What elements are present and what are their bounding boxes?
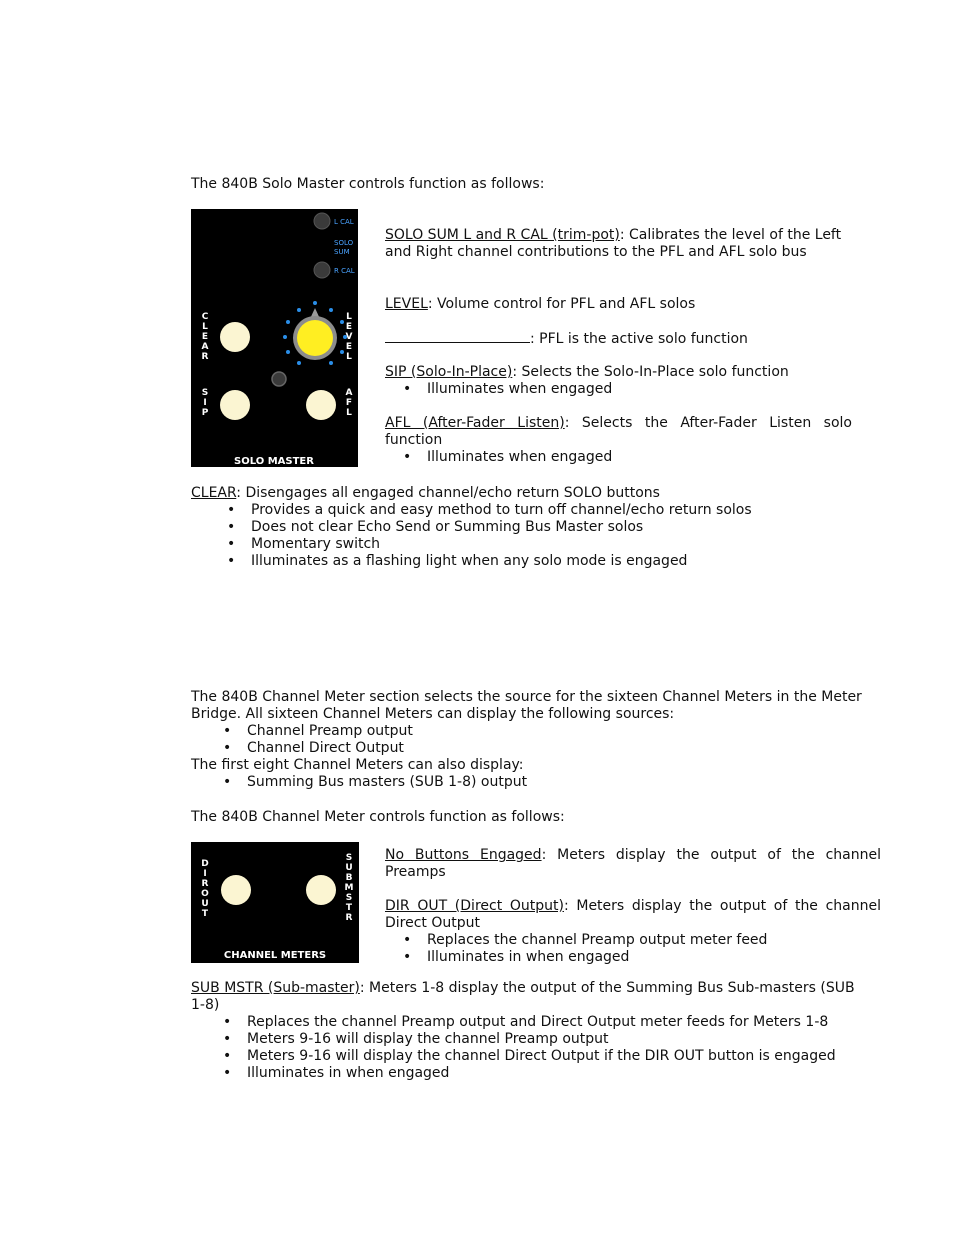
solo-intro: The 840B Solo Master controls function as follows: [191,176,545,192]
pfl-item [385,330,748,348]
list-item: • Meters 9-16 will display the channel Direct Output if the DIR OUT button is engaged [247,1048,836,1065]
panel-label-letter: L [346,352,352,362]
list-item: • Replaces the channel Preamp output meter feed [427,932,767,949]
panel-label-letter: L [346,312,352,322]
sub-mstr-desc: : Meters 1-8 display the output of the Summing Bus Sub-masters (SUB [359,980,855,996]
level-label [346,312,353,362]
sip-bullets [427,381,612,398]
panel-label-letter: T [201,909,209,919]
sip-desc: : Selects the Solo-In-Place solo function [512,364,789,380]
panel-label-letter: D [201,859,209,869]
list-item: • Summing Bus masters (SUB 1-8) output [247,774,527,791]
afl-term: AFL (After-Fader Listen) [385,415,565,431]
clear-item [191,485,660,502]
afl-item [385,415,852,449]
panel-label-letter: O [201,889,209,899]
list-item: • Illuminates as a flashing light when any solo mode is engaged [251,553,752,570]
afl-label [346,388,353,418]
panel-label-letter: C [201,312,209,322]
panel-label-letter: S [201,388,209,398]
list-item: • Meters 9-16 will display the channel Preamp output [247,1031,836,1048]
sub-mstr-item [191,980,881,1014]
panel-label-letter: S [345,853,353,863]
panel-label-letter: A [345,388,353,398]
meters-intro [191,689,862,723]
clear-desc: : Disengages all engaged channel/echo return SOLO buttons [236,485,660,501]
afl-bullets [427,449,612,466]
sip-item [385,364,789,381]
dir-out-button[interactable] [221,875,251,905]
meters-controls-intro: The 840B Channel Meter controls function as follows: [191,809,565,825]
list-item: • Channel Direct Output [247,740,413,757]
panel-label-letter: R [201,879,209,889]
dir-out-bullets [427,932,767,966]
sip-button[interactable] [220,390,250,420]
clear-label [202,312,209,362]
panel-label-letter: I [203,398,207,408]
panel-label-letter: L [346,408,352,418]
panel-label-letter: I [203,869,207,879]
l-cal-trim-pot [314,213,330,229]
list-item: • Illuminates in when engaged [427,949,767,966]
solo-sum-desc: : Calibrates the level of the Left [619,227,842,243]
sub-mstr-label [345,853,354,923]
panel-label-letter: A [201,342,209,352]
panel-label-letter: U [345,863,353,873]
no-buttons-desc-cont: Preamps [385,864,446,880]
list-item: • Does not clear Echo Send or Summing Bus Master solos [251,519,752,536]
r-cal-trim-pot [314,262,330,278]
solo-label: SOLO [334,239,354,247]
clear-button[interactable] [220,322,250,352]
panel-label-letter: L [202,322,208,332]
list-item: • Replaces the channel Preamp output and Direct Output meter feeds for Meters 1-8 [247,1014,836,1031]
no-buttons-desc: : Meters display the output of the channel [541,847,881,863]
list-item: • Momentary switch [251,536,752,553]
level-desc: : Volume control for PFL and AFL solos [427,296,696,312]
r-cal-label: R CAL [334,267,355,275]
sip-label [202,388,209,418]
solo-master-title: SOLO MASTER [234,456,314,467]
solo-master-panel [191,209,358,467]
dir-out-label [201,859,209,919]
solo-sum-term: SOLO SUM L and R CAL (trim-pot) [385,227,620,243]
pfl-desc: : PFL is the active solo function [530,331,748,347]
panel-label-letter: B [345,873,353,883]
afl-button[interactable] [306,390,336,420]
clear-term: CLEAR [191,485,237,501]
solo-sum-item [385,227,853,261]
meters-intro-line2: Bridge. All sixteen Channel Meters can display the following sources: [191,706,675,722]
level-knob[interactable] [297,320,333,356]
solo-sum-desc-cont: and Right channel contributions to the PFL and AFL solo bus [385,244,807,260]
panel-label-letter: E [345,342,353,352]
panel-label-letter: U [201,899,209,909]
panel-label-letter: R [345,913,353,923]
sum-label: SUM [334,248,350,256]
panel-label-letter: S [345,893,353,903]
meters-intro-line1: The 840B Channel Meter section selects the source for the sixteen Channel Meters in the Meter [191,689,862,705]
dir-out-item [385,898,881,932]
dir-out-term: DIR OUT (Direct Output) [385,898,564,914]
sub-mstr-term: SUB MSTR (Sub-master) [191,980,360,996]
panel-label-letter: E [201,332,209,342]
panel-label-letter: R [201,352,209,362]
afl-desc: : Selects the After-Fader Listen solo [564,415,852,431]
first-eight-text: The first eight Channel Meters can also display: [191,757,524,773]
level-item [385,296,695,313]
dir-out-desc-cont: Direct Output [385,915,480,931]
meters-sources [247,723,413,757]
list-item: • Provides a quick and easy method to turn off channel/echo return solos [251,502,752,519]
list-item: • Channel Preamp output [247,723,413,740]
panel-label-letter: P [201,408,209,418]
panel-label-letter: F [345,398,353,408]
l-cal-label: L CAL [334,218,354,226]
list-item: • Illuminates when engaged [427,449,612,466]
clear-bullets [251,502,752,570]
panel-label-letter: M [344,883,354,893]
sub-mstr-bullets [247,1014,836,1082]
no-buttons-term: No Buttons Engaged [385,847,542,863]
list-item: • Illuminates in when engaged [247,1065,836,1082]
dir-out-desc: : Meters display the output of the channel [563,898,881,914]
panel-label-letter: T [345,903,353,913]
no-buttons-item [385,847,881,881]
panel-label-letter: E [345,322,353,332]
sub-mstr-button[interactable] [306,875,336,905]
sip-term: SIP (Solo-In-Place) [385,364,513,380]
channel-meters-title: CHANNEL METERS [223,950,327,961]
solo-indicator-led [272,372,286,386]
pfl-term-blank [385,330,530,343]
sub-mstr-desc-cont: 1-8) [191,997,220,1013]
list-item: • Illuminates when engaged [427,381,612,398]
channel-meters-panel [191,842,359,963]
afl-desc-cont: function [385,432,443,448]
level-term: LEVEL [385,296,428,312]
first-eight-sources [247,774,527,791]
panel-label-letter: V [345,332,353,342]
